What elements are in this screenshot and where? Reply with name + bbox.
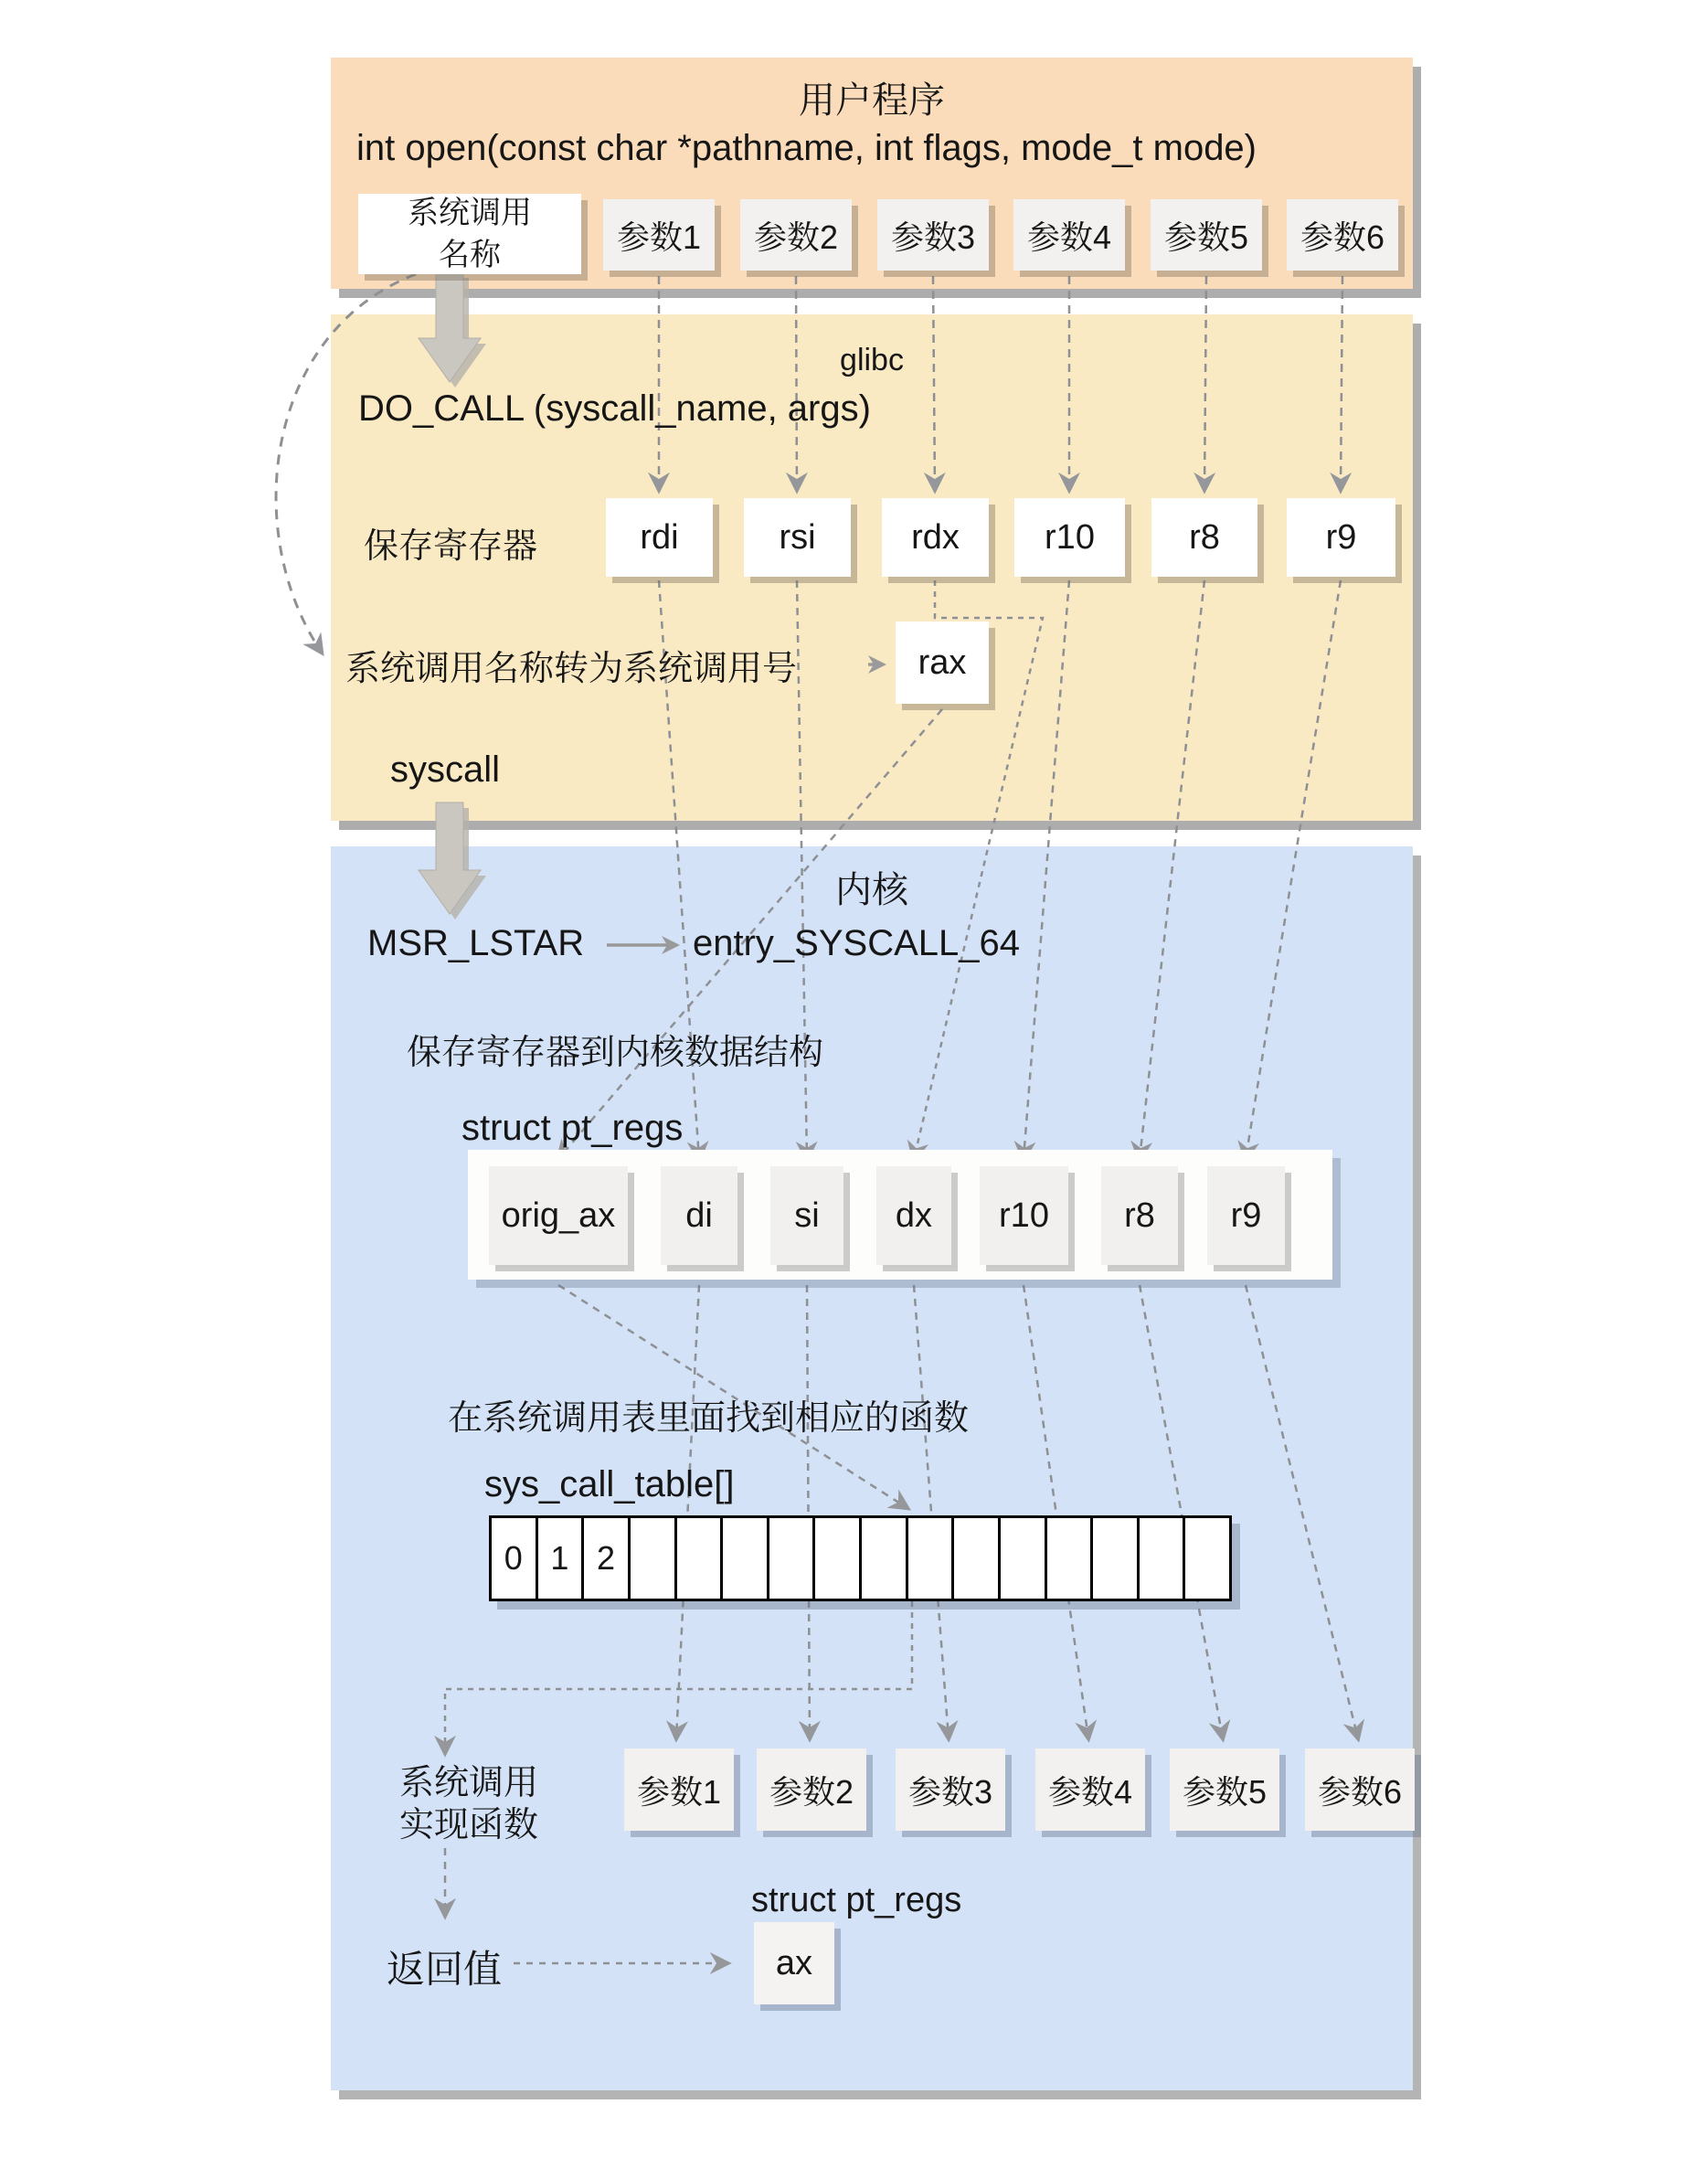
register-rdi-box: rdi bbox=[606, 498, 713, 577]
rax-box: rax bbox=[896, 622, 989, 704]
ptreg-origax-box: orig_ax bbox=[489, 1166, 628, 1265]
user-param4-box: 参数4 bbox=[1013, 199, 1125, 271]
entry-syscall64-label: entry_SYSCALL_64 bbox=[693, 923, 1021, 963]
impl-function-line2: 实现函数 bbox=[398, 1806, 538, 1844]
sys-call-table-label: sys_call_table[] bbox=[484, 1464, 735, 1504]
ptreg-r9-box: r9 bbox=[1207, 1166, 1285, 1265]
user-param5-box: 参数5 bbox=[1151, 199, 1262, 271]
table-cell-11 bbox=[1001, 1518, 1047, 1599]
kernel-param1-box: 参数1 bbox=[624, 1748, 734, 1831]
kernel-param4-box: 参数4 bbox=[1035, 1748, 1145, 1831]
kernel-param5-box: 参数5 bbox=[1170, 1748, 1279, 1831]
pt-regs-label: struct pt_regs bbox=[461, 1108, 684, 1148]
table-cell-15 bbox=[1185, 1518, 1229, 1599]
table-cell-3 bbox=[631, 1518, 677, 1599]
user-param3-box: 参数3 bbox=[877, 199, 989, 271]
impl-function-label bbox=[377, 1762, 560, 1846]
ptreg-dx-box: dx bbox=[876, 1166, 951, 1265]
ptreg-di-box: di bbox=[661, 1166, 737, 1265]
ax-box: ax bbox=[754, 1922, 834, 2004]
register-r8-box: r8 bbox=[1151, 498, 1257, 577]
convert-syscall-number-text: 系统调用名称转为系统调用号 bbox=[345, 650, 798, 688]
glibc-label: glibc bbox=[840, 343, 904, 377]
do-call-text: DO_CALL (syscall_name, args) bbox=[358, 388, 871, 429]
table-cell-13 bbox=[1093, 1518, 1140, 1599]
table-cell-2: 2 bbox=[584, 1518, 631, 1599]
find-function-text: 在系统调用表里面找到相应的函数 bbox=[448, 1399, 970, 1438]
syscall-name-box bbox=[358, 194, 581, 274]
register-r10-box: r10 bbox=[1014, 498, 1125, 577]
kernel-param6-box: 参数6 bbox=[1305, 1748, 1415, 1831]
table-cell-5 bbox=[723, 1518, 769, 1599]
pt-regs-label-bottom: struct pt_regs bbox=[751, 1881, 962, 1919]
impl-function-line1: 系统调用 bbox=[398, 1764, 538, 1802]
register-rdx-box: rdx bbox=[882, 498, 989, 577]
table-cell-12 bbox=[1047, 1518, 1094, 1599]
user-param6-box: 参数6 bbox=[1287, 199, 1398, 271]
syscall-name-line1: 系统调用 bbox=[408, 196, 532, 230]
table-cell-8 bbox=[862, 1518, 908, 1599]
table-cell-0: 0 bbox=[492, 1518, 538, 1599]
kernel-param3-box: 参数3 bbox=[896, 1748, 1005, 1831]
table-cell-14 bbox=[1140, 1518, 1186, 1599]
table-cell-7 bbox=[815, 1518, 862, 1599]
syscall-name-line2: 名称 bbox=[439, 238, 501, 272]
user-section-title: 用户程序 bbox=[799, 80, 945, 121]
kernel-param2-box: 参数2 bbox=[757, 1748, 866, 1831]
sys-call-table bbox=[489, 1515, 1232, 1601]
register-r9-box: r9 bbox=[1287, 498, 1395, 577]
user-param1-box: 参数1 bbox=[603, 199, 715, 271]
ptreg-si-box: si bbox=[770, 1166, 843, 1265]
return-value-label: 返回值 bbox=[387, 1948, 503, 1991]
ptreg-r10-box: r10 bbox=[980, 1166, 1068, 1265]
save-registers-label: 保存寄存器 bbox=[364, 527, 538, 566]
ptreg-r8-box: r8 bbox=[1101, 1166, 1178, 1265]
msr-lstar-label: MSR_LSTAR bbox=[367, 923, 585, 963]
open-signature: int open(const char *pathname, int flags, mode_t mode) bbox=[356, 128, 1257, 168]
kernel-section-title: 内核 bbox=[835, 870, 908, 910]
syscall-label: syscall bbox=[390, 749, 501, 790]
table-cell-4 bbox=[677, 1518, 724, 1599]
table-cell-6 bbox=[769, 1518, 816, 1599]
user-param2-box: 参数2 bbox=[740, 199, 852, 271]
table-cell-1: 1 bbox=[538, 1518, 585, 1599]
table-cell-9 bbox=[908, 1518, 955, 1599]
register-rsi-box: rsi bbox=[744, 498, 851, 577]
save-to-kernel-struct-text: 保存寄存器到内核数据结构 bbox=[407, 1034, 824, 1072]
table-cell-10 bbox=[954, 1518, 1001, 1599]
